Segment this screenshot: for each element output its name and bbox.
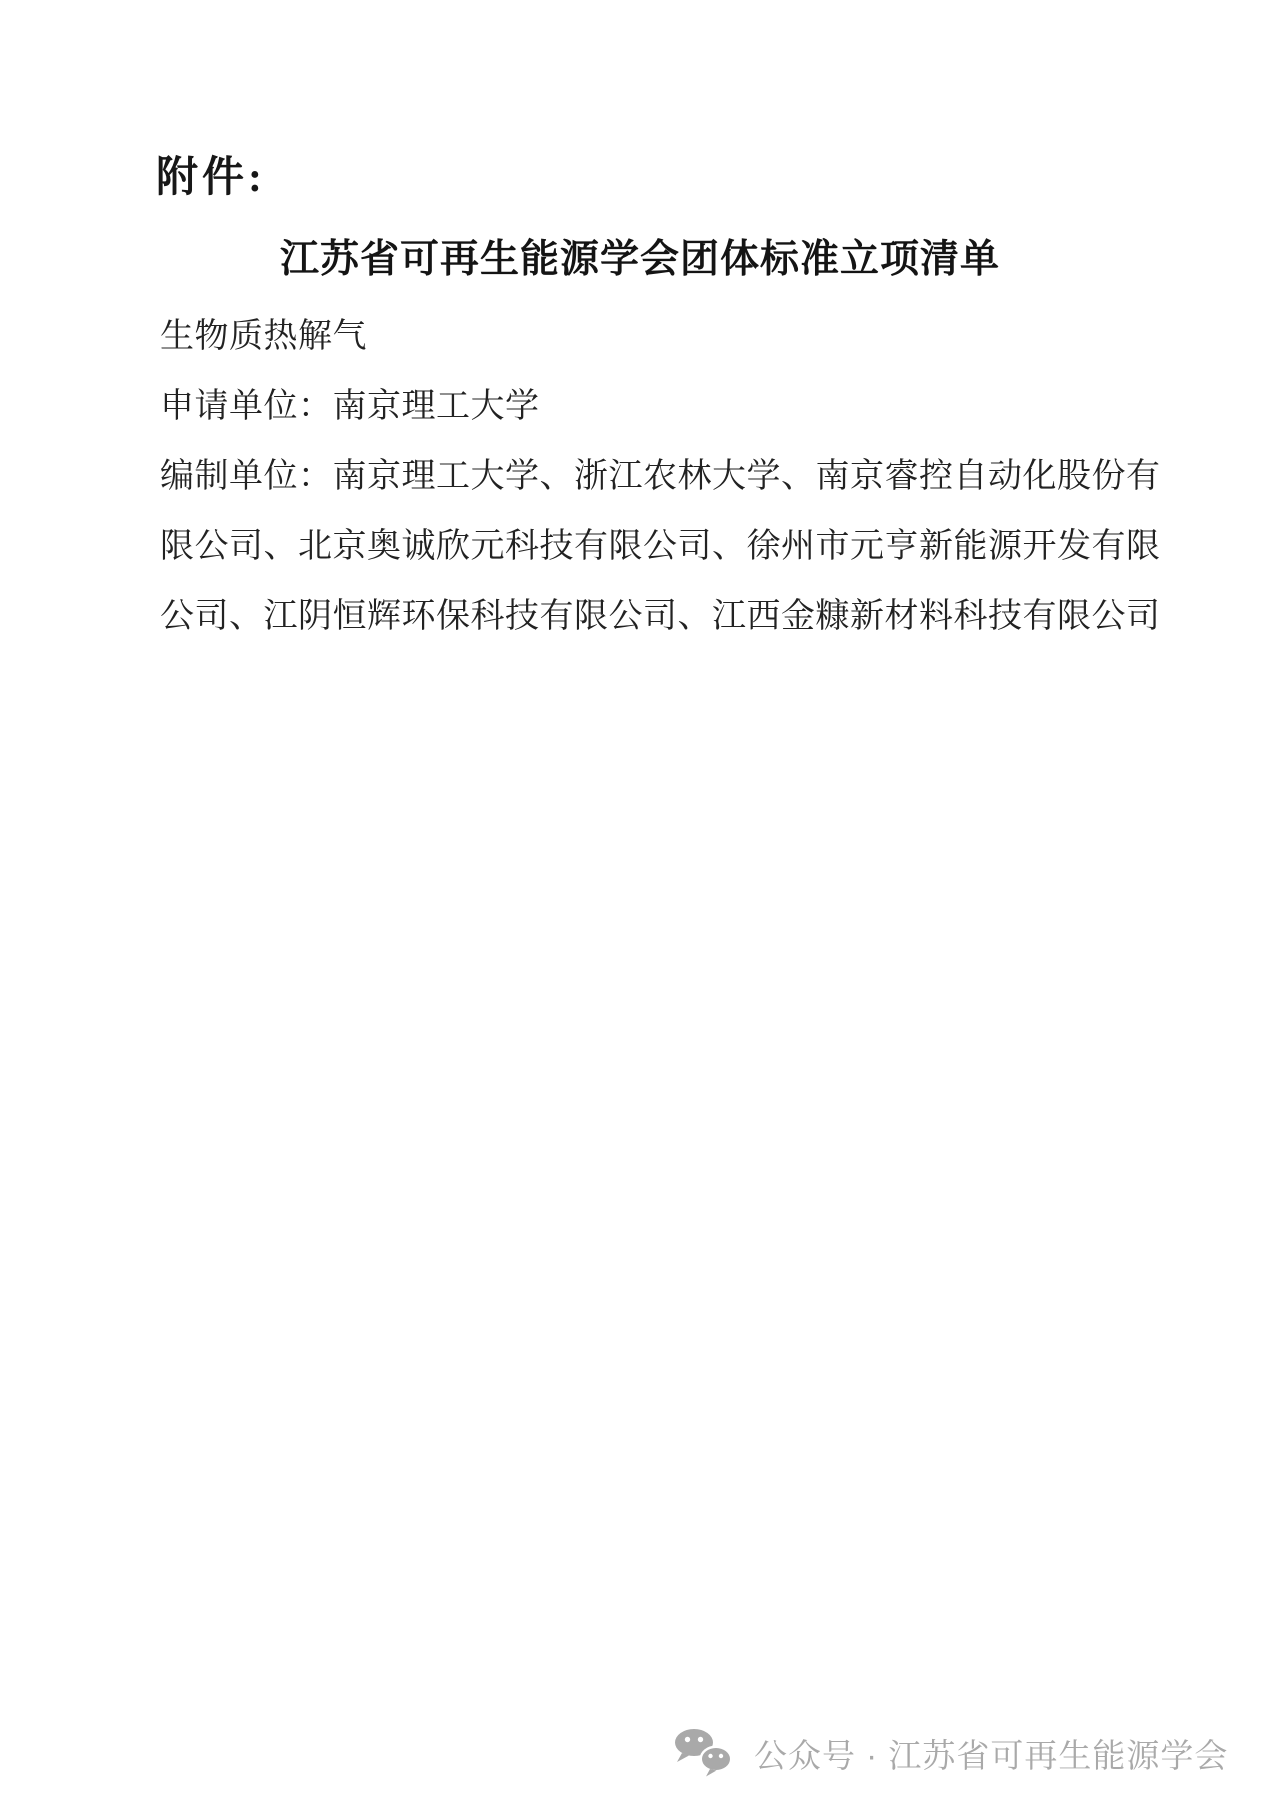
drafting-units-line: 限公司、北京奥诚欣元科技有限公司、徐州市元亨新能源开发有限 bbox=[160, 528, 1161, 565]
drafting-units-line: 公司、江阴恒辉环保科技有限公司、江西金糠新材料科技有限公司 bbox=[160, 598, 1161, 635]
watermark-text: 公众号 · 江苏省可再生能源学会 bbox=[754, 1736, 1229, 1774]
applicant-line: 申请单位：南京理工大学 bbox=[160, 388, 540, 425]
attachment-label: 附件: bbox=[156, 155, 266, 201]
document-body bbox=[160, 302, 1161, 652]
wechat-watermark bbox=[674, 1729, 1228, 1777]
drafting-units-line: 编制单位：南京理工大学、浙江农林大学、南京睿控自动化股份有 bbox=[160, 458, 1161, 495]
wechat-logo-icon bbox=[674, 1729, 734, 1777]
project-name-line: 生物质热解气 bbox=[160, 318, 367, 355]
page-title: 江苏省可再生能源学会团体标准立项清单 bbox=[279, 238, 1000, 281]
